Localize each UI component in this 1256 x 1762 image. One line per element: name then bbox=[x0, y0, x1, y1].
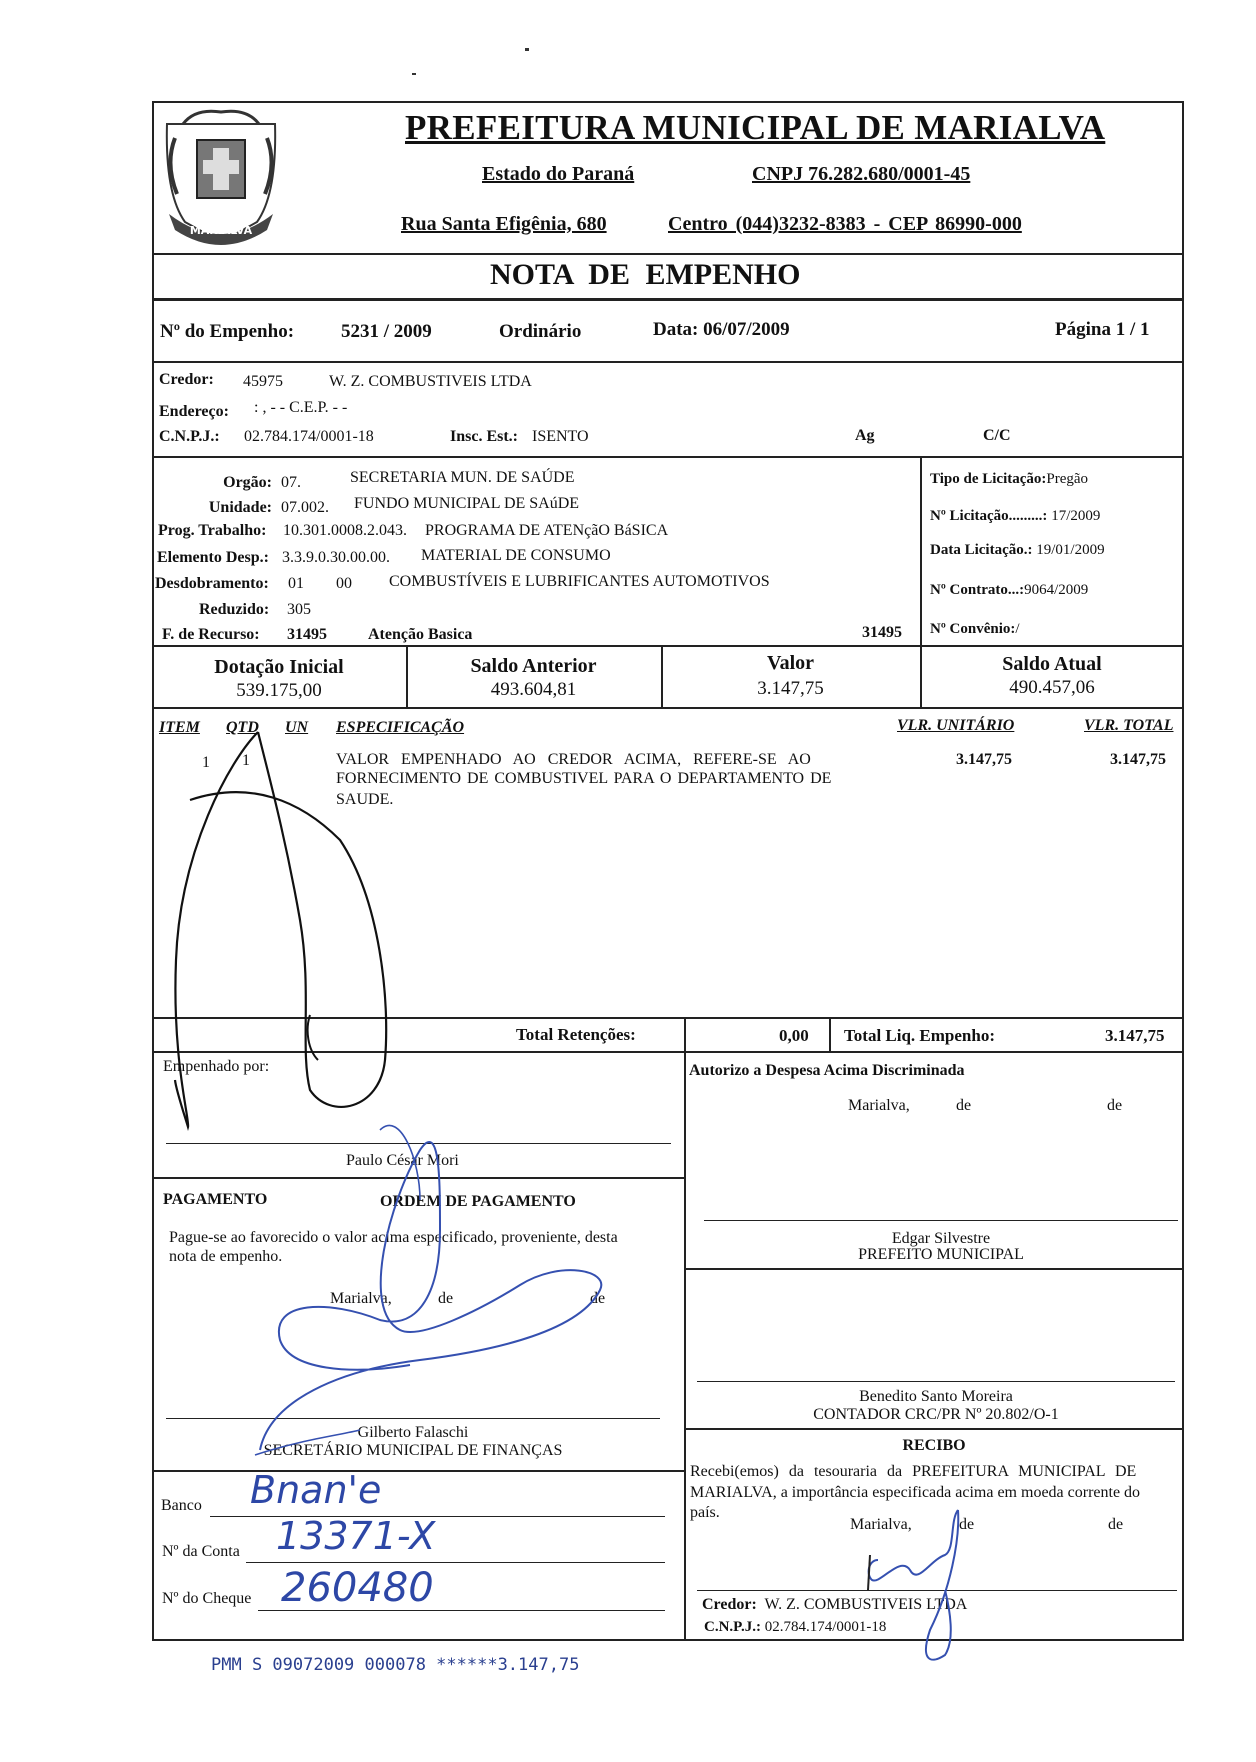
empenhado-por-name: Paulo César Mori bbox=[346, 1152, 459, 1169]
cnpj-field-value: 02.784.174/0001-18 bbox=[244, 428, 374, 445]
col-especificacao: ESPECIFICAÇÃO bbox=[336, 719, 465, 736]
recibo-cnpj: C.N.P.J.: 02.784.174/0001-18 bbox=[704, 1619, 887, 1635]
orgao-label: Orgão: bbox=[223, 474, 272, 491]
pagamento-text-2: nota de empenho. bbox=[169, 1248, 283, 1265]
saldo-atual-label: Saldo Atual bbox=[1002, 653, 1102, 675]
desdobramento-b: 00 bbox=[336, 575, 352, 592]
contador-role: CONTADOR CRC/PR Nº 20.802/O-1 bbox=[813, 1406, 1059, 1423]
speck bbox=[412, 73, 416, 75]
desdobramento-name: COMBUSTÍVEIS E LUBRIFICANTES AUTOMOTIVOS bbox=[389, 573, 770, 590]
recibo-text-1: Recebi(emos) da tesouraria da PREFEITURA MUNICIPAL DE bbox=[690, 1463, 1137, 1480]
empenho-date: Data: 06/07/2009 bbox=[653, 319, 790, 340]
cnpj-label: CNPJ 76.282.680/0001-45 bbox=[752, 163, 971, 185]
dotacao-value: 539.175,00 bbox=[236, 680, 322, 701]
ordem-pagamento-label: ORDEM DE PAGAMENTO bbox=[380, 1193, 576, 1210]
cheque-value: 260480 bbox=[281, 1565, 434, 1611]
empenhado-por-label: Empenhado por: bbox=[163, 1058, 270, 1075]
desdobramento-a: 01 bbox=[288, 575, 304, 592]
unidade-name: FUNDO MUNICIPAL DE SAúDE bbox=[354, 495, 580, 512]
reduzido-value: 305 bbox=[287, 601, 311, 618]
recibo-de-1: de bbox=[959, 1516, 975, 1533]
orgao-name: SECRETARIA MUN. DE SAÚDE bbox=[350, 469, 575, 486]
prog-code: 10.301.0008.2.043. bbox=[283, 522, 407, 539]
item-spec-line-2: FORNECIMENTO DE COMBUSTIVEL PARA O DEPARTAMENTO DE bbox=[336, 770, 832, 787]
credor-name: W. Z. COMBUSTIVEIS LTDA bbox=[329, 373, 532, 390]
banco-label: Banco bbox=[161, 1497, 202, 1514]
unidade-code: 07.002. bbox=[281, 499, 329, 516]
recurso-name: Atenção Basica bbox=[368, 626, 473, 643]
agency-label: Ag bbox=[855, 427, 875, 444]
saldo-atual-value: 490.457,06 bbox=[1009, 677, 1095, 698]
empenho-number-label: Nº do Empenho: bbox=[160, 321, 295, 342]
recurso-label: F. de Recurso: bbox=[162, 626, 260, 643]
numero-licitacao: Nº Licitação.........: 17/2009 bbox=[930, 508, 1101, 524]
recurso-code: 31495 bbox=[287, 626, 327, 643]
contador-name: Benedito Santo Moreira bbox=[859, 1388, 1013, 1405]
col-vlr-total: VLR. TOTAL bbox=[1084, 717, 1174, 734]
pagamento-label: PAGAMENTO bbox=[163, 1191, 268, 1208]
pagamento-text-1: Pague-se ao favorecido o valor acima especificado, proveniente, desta bbox=[169, 1229, 618, 1246]
tipo-licitacao: Tipo de Licitação:Pregão bbox=[930, 471, 1089, 487]
saldo-anterior-label: Saldo Anterior bbox=[470, 655, 597, 677]
address-label: Rua Santa Efigênia, 680 bbox=[401, 213, 607, 235]
saldo-anterior-value: 493.604,81 bbox=[490, 679, 577, 700]
recibo-label: RECIBO bbox=[902, 1437, 966, 1454]
numero-contrato: Nº Contrato...:9064/2009 bbox=[930, 582, 1089, 598]
item-spec-line-1: VALOR EMPENHADO AO CREDOR ACIMA, REFERE-SE AO bbox=[336, 751, 811, 768]
pagamento-de-2: de bbox=[590, 1290, 606, 1307]
banco-value: Bnan'e bbox=[250, 1468, 382, 1512]
prog-name: PROGRAMA DE ATENçãO BáSICA bbox=[425, 522, 669, 539]
state-label: Estado do Paraná bbox=[482, 163, 635, 185]
signature-line bbox=[697, 1590, 1177, 1591]
item-number: 1 bbox=[202, 754, 210, 771]
dotacao-label: Dotação Inicial bbox=[214, 656, 344, 678]
prefeito-role: PREFEITO MUNICIPAL bbox=[858, 1246, 1024, 1263]
elemento-code: 3.3.9.0.30.00.00. bbox=[282, 549, 390, 566]
valor-label: Valor bbox=[766, 652, 815, 674]
numero-convenio: Nº Convênio:/ bbox=[930, 621, 1020, 637]
orgao-code: 07. bbox=[281, 474, 301, 491]
autorizo-city: Marialva, bbox=[848, 1097, 910, 1114]
recibo-text-3: país. bbox=[690, 1504, 720, 1521]
elemento-label: Elemento Desp.: bbox=[157, 549, 269, 566]
pagamento-de-1: de bbox=[438, 1290, 454, 1307]
retencoes-value: 0,00 bbox=[779, 1026, 809, 1045]
signature-line bbox=[704, 1220, 1178, 1221]
prefeito-name: Edgar Silvestre bbox=[891, 1230, 991, 1247]
municipal-coat-of-arms-icon bbox=[155, 104, 287, 252]
conta-value: 13371-X bbox=[276, 1514, 436, 1558]
svg-text:MARIALVA: MARIALVA bbox=[189, 224, 253, 237]
page-title: PREFEITURA MUNICIPAL DE MARIALVA bbox=[405, 108, 1106, 147]
payment-stamp: PMM S 09072009 000078 ******3.147,75 bbox=[211, 1655, 580, 1675]
liq-empenho-label: Total Liq. Empenho: bbox=[844, 1026, 995, 1045]
recibo-de-2: de bbox=[1108, 1516, 1124, 1533]
reduzido-label: Reduzido: bbox=[199, 601, 270, 618]
account-label: C/C bbox=[983, 427, 1011, 444]
empenho-type: Ordinário bbox=[499, 321, 582, 342]
signature-line bbox=[697, 1381, 1175, 1382]
item-vlr-total: 3.147,75 bbox=[1110, 751, 1166, 768]
recibo-credor: Credor: W. Z. COMBUSTIVEIS LTDA bbox=[702, 1596, 968, 1613]
signature-line bbox=[166, 1143, 671, 1144]
item-qtd: 1 bbox=[242, 752, 250, 769]
retencoes-label: Total Retenções: bbox=[516, 1025, 636, 1044]
autorizo-de-2: de bbox=[1107, 1097, 1123, 1114]
conta-label: Nº da Conta bbox=[162, 1543, 240, 1560]
autorizo-de-1: de bbox=[956, 1097, 972, 1114]
secretario-name: Gilberto Falaschi bbox=[357, 1424, 469, 1441]
conta-line bbox=[246, 1562, 665, 1563]
empenho-number: 5231 / 2009 bbox=[341, 321, 432, 342]
prog-label: Prog. Trabalho: bbox=[158, 522, 267, 539]
cnpj-field-label: C.N.P.J.: bbox=[159, 428, 220, 445]
autorizo-label: Autorizo a Despesa Acima Discriminada bbox=[689, 1062, 965, 1079]
col-qtd: QTD bbox=[226, 719, 259, 736]
contact-label: Centro (044)3232-8383 - CEP 86990-000 bbox=[668, 213, 1022, 235]
recurso-code-2: 31495 bbox=[862, 624, 902, 641]
valor-value: 3.147,75 bbox=[757, 678, 824, 699]
address-field-value: : , - - C.E.P. - - bbox=[254, 399, 348, 416]
elemento-name: MATERIAL DE CONSUMO bbox=[421, 547, 611, 564]
col-vlr-unitario: VLR. UNITÁRIO bbox=[897, 717, 1015, 734]
item-spec-line-3: SAUDE. bbox=[336, 791, 394, 808]
data-licitacao: Data Licitação.: 19/01/2009 bbox=[930, 542, 1105, 558]
speck bbox=[525, 48, 529, 51]
cheque-label: Nº do Cheque bbox=[162, 1590, 252, 1607]
credor-code: 45975 bbox=[243, 373, 283, 390]
credor-label: Credor: bbox=[159, 371, 214, 388]
unidade-label: Unidade: bbox=[208, 499, 272, 516]
recibo-text-2: MARIALVA, a importância especificada acima em moeda corrente do bbox=[690, 1484, 1141, 1501]
pagamento-city: Marialva, bbox=[330, 1290, 392, 1307]
insc-value: ISENTO bbox=[532, 428, 589, 445]
liq-empenho-value: 3.147,75 bbox=[1105, 1026, 1165, 1045]
signature-line bbox=[166, 1418, 660, 1419]
col-un: UN bbox=[285, 719, 309, 736]
desdobramento-label: Desdobramento: bbox=[155, 575, 269, 592]
address-field-label: Endereço: bbox=[159, 403, 229, 420]
insc-label: Insc. Est.: bbox=[450, 428, 519, 445]
document-title: NOTA DE EMPENHO bbox=[490, 258, 801, 291]
secretario-role: SECRETÁRIO MUNICIPAL DE FINANÇAS bbox=[263, 1442, 563, 1459]
item-vlr-unitario: 3.147,75 bbox=[956, 751, 1012, 768]
col-item: ITEM bbox=[159, 719, 200, 736]
page-number: Página 1 / 1 bbox=[1055, 319, 1150, 340]
recibo-city: Marialva, bbox=[850, 1516, 912, 1533]
